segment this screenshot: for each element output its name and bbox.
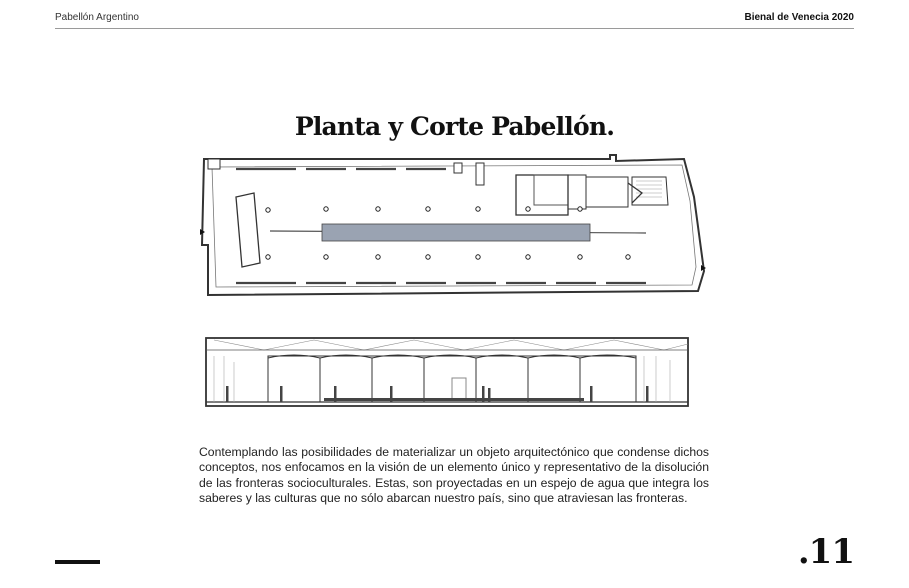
section-drawing xyxy=(204,336,690,410)
footer-bar xyxy=(55,560,100,564)
header-right-label: Bienal de Venecia 2020 xyxy=(744,12,854,23)
page-number: .11 xyxy=(797,532,854,572)
body-paragraph: Contemplando las posibilidades de materializar un objeto arquitectónico que condense dichos conceptos, nos enfocamos en la visión de un elemento único y representativo de la disolución de las fronteras socioculturales. Estas, son proyectadas en un espejo de agua que integra los saberes y las culturas que no sólo abarcan nuestro país, sino que atraviesan las fronteras. xyxy=(199,445,709,506)
page-title: Planta y Corte Pabellón. xyxy=(294,112,615,141)
floor-plan-drawing xyxy=(196,153,716,301)
header-rule xyxy=(55,28,854,29)
header-left-label: Pabellón Argentino xyxy=(55,12,139,23)
